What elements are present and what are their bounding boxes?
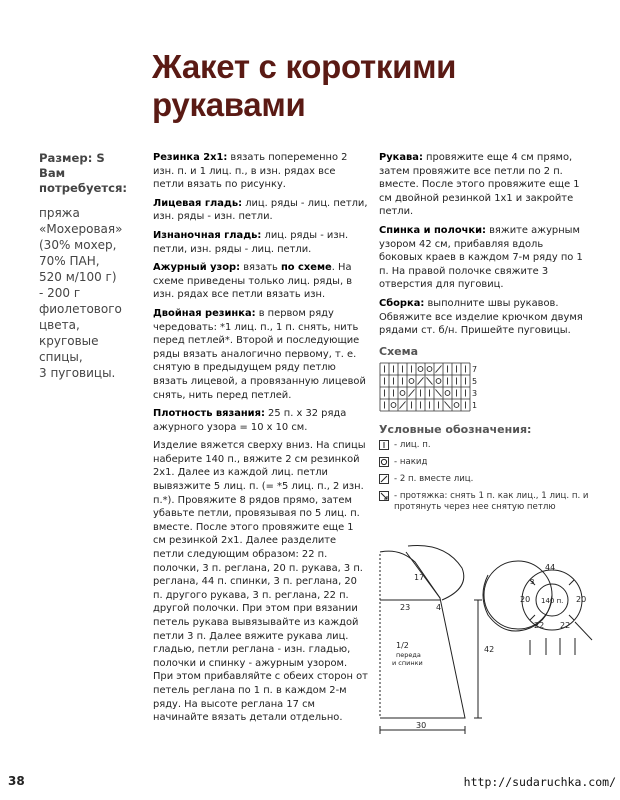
instructions-column-2	[379, 151, 587, 343]
legend-text: - протяжка: снять 1 п. как лиц., 1 лиц. п. и протянуть через нее снятую петлю	[394, 491, 589, 512]
material-line: (30% мохер,	[39, 237, 117, 252]
material-line: 3 пуговицы.	[39, 365, 116, 380]
chart-symbol	[427, 378, 433, 385]
material-line: 520 м/100 г)	[39, 269, 117, 284]
lace-paragraph	[153, 261, 368, 302]
material-line: круговые	[39, 333, 99, 348]
assembly-text: выполните швы рукавов. Обвяжите все изделие крючком двумя рядами ст. б/н. Пришейте пуговицы.	[379, 297, 583, 337]
reverse-stockinette-text: лиц. ряды - изн. петли, изн. ряды - лиц. петли.	[153, 229, 349, 255]
chart-symbol	[436, 390, 442, 397]
instructions-column-1	[153, 151, 368, 730]
legend-text: - накид	[394, 457, 428, 467]
legend-title: Условные обозначения:	[379, 423, 532, 436]
material-line: 70% ПАН,	[39, 253, 100, 268]
sleeve-circle	[484, 561, 552, 629]
lace-bold: по схеме	[280, 262, 332, 274]
legend-item	[379, 474, 599, 485]
chart-symbol	[418, 378, 424, 385]
chart-row-number: 3	[472, 389, 478, 398]
garment-schematic	[370, 540, 610, 745]
materials-list	[39, 205, 149, 381]
lace-label: Ажурный узор:	[153, 262, 241, 274]
chart-symbol	[418, 367, 423, 372]
yoke-dim-44: 44	[545, 563, 556, 572]
circle-icon	[379, 457, 389, 467]
chart-symbol	[409, 390, 415, 397]
lace-text-a: вязать	[240, 262, 281, 274]
yoke-dim-20-right: 20	[576, 595, 587, 604]
legend-item	[379, 440, 599, 451]
rib-label: Резинка 2х1:	[153, 152, 228, 163]
schema-title: Схема	[379, 345, 419, 358]
yoke-dim-20-left: 20	[520, 595, 531, 604]
double-rib-paragraph	[153, 307, 368, 402]
dim-42: 42	[484, 645, 495, 654]
chart-symbol	[436, 366, 442, 373]
chart-row-number: 5	[472, 377, 478, 386]
gauge-text: 25 п. х 32 ряда ажурного узора = 10 х 10 см.	[153, 408, 347, 433]
material-line: спицы,	[39, 349, 83, 364]
gauge-label: Плотность вязания:	[153, 408, 265, 420]
legend-item	[379, 491, 599, 513]
stockinette-label: Лицевая гладь:	[153, 197, 243, 209]
materials-sidebar	[39, 151, 149, 381]
yoke-dim-22-right: 22	[560, 621, 571, 630]
slash-icon	[379, 474, 389, 484]
gauge-paragraph	[153, 407, 368, 434]
stockinette-text: лиц. ряды - лиц. петли, изн. ряды - изн. петли.	[153, 197, 368, 223]
chart-symbol	[445, 402, 451, 409]
double-rib-text: в первом ряду чередовать: *1 лиц. п., 1 п. снять, нить перед петлей*. Второй и последующие ряды вязать аналогично первому, т. е. снятую в предыдущем ряду петлю вязать лицевой, а провязанную лицевой снять, нить перед петлей.	[153, 307, 366, 401]
dim-23: 23	[400, 603, 411, 612]
half-label-back: и спинки	[392, 659, 423, 667]
back-fronts-label: Спинка и полочки:	[379, 224, 486, 236]
material-line: цвета,	[39, 317, 80, 332]
half-label: 1/2	[396, 641, 409, 650]
yoke-dim-22-left: 22	[534, 621, 545, 630]
rib-text: вязать попеременно 2 изн. п. и 1 лиц. п., в изн. рядах все петли вязать по рисунку.	[153, 152, 348, 191]
half-label-front: переда	[396, 651, 421, 659]
title-line-1: Жакет с короткими	[152, 48, 457, 85]
size-label: Размер: S	[39, 151, 105, 165]
legend-text: - 2 п. вместе лиц.	[394, 474, 474, 484]
sleeves-text: провяжите еще 4 см прямо, затем провяжите все петли по 2 п. вместе. После этого провяжите еще 1 см двойной резинкой 1х1 и закройте петли.	[379, 152, 580, 218]
source-url: http://sudaruchka.com/	[463, 775, 616, 789]
need-label-1: Вам	[39, 166, 66, 181]
reverse-stockinette-paragraph	[153, 229, 368, 256]
chart-symbol	[445, 391, 450, 396]
legend-item	[379, 457, 599, 468]
dim-30: 30	[416, 721, 427, 730]
assembly-label: Сборка:	[379, 297, 425, 309]
material-line: пряжа	[39, 205, 80, 220]
yoke-center-label: 140 п.	[541, 597, 564, 605]
back-fronts-text: вяжите ажурным узором 42 см, прибавляя вдоль боковых краев в каждом 7-м ряду по 1 п. На правой полочке свяжите 3 отверстия для пуговиц.	[379, 224, 583, 291]
material-line: «Мохеровая»	[39, 221, 123, 236]
back-fronts-paragraph	[379, 224, 587, 292]
need-label-2: потребуется:	[39, 181, 128, 196]
sleeves-paragraph	[379, 151, 587, 219]
main-instructions: Изделие вяжется сверху вниз. На спицы наберите 140 п., вяжите 2 см резинкой 2х1. Далее из каждой лиц. петли вывязжите 5 лиц. п. (= *5 лиц. п., 2 изн. п.*). Провяжите 8 рядов прямо, затем убавьте петли, провязывая по 5 лиц. п. вместе. После этого провяжите еще 1 см резинкой 2х1. Далее разделите петли следующим образом: 22 п. полочки, 3 п. реглана, 20 п. рукава, 3 п. реглана, 44 п. спинки, 3 п. реглана, 20 п. другого рукава, 3 п. реглана, 22 п. другой полочки. При этом при вязании петель рукава вывязывайте из каждой петли 3 п. Далее вяжите рукава лиц. гладью, петли реглана - изн. гладью, полочки и спинку - ажурным узором. При этом прибавляйте с обеих сторон от петель реглана по 1 п. в каждом 2-м ряду. На высоте реглана 17 см начинайте вязать детали отдельно.	[153, 440, 368, 724]
lace-text-b: . На схеме приведены только лиц. ряды, в изн. рядах все петли вязать изн.	[153, 262, 353, 301]
chart-symbol	[454, 403, 459, 408]
assembly-paragraph	[379, 297, 587, 338]
dim-17: 17	[414, 573, 425, 582]
material-line: - 200 г	[39, 285, 81, 300]
chart-symbol	[436, 379, 441, 384]
chart-row-number: 7	[472, 365, 478, 374]
stitch-chart	[379, 362, 489, 412]
rib-paragraph	[153, 151, 368, 192]
material-line: фиолетового	[39, 301, 122, 316]
sleeves-label: Рукава:	[379, 152, 423, 163]
page-number: 38	[8, 774, 25, 788]
stockinette-paragraph	[153, 197, 368, 224]
title-line-2: рукавами	[152, 86, 306, 123]
vertical-bar-icon	[379, 440, 389, 450]
chart-symbol	[400, 391, 405, 396]
chart-symbol	[427, 367, 432, 372]
chart-symbol	[409, 379, 414, 384]
reverse-stockinette-label: Изнаночная гладь:	[153, 229, 262, 241]
double-rib-label: Двойная резинка:	[153, 307, 256, 319]
page-title	[152, 48, 572, 124]
arrow-icon	[379, 491, 389, 501]
dim-4: 4	[436, 603, 442, 612]
chart-symbol	[391, 403, 396, 408]
legend-text: - лиц. п.	[394, 440, 431, 450]
legend	[379, 440, 599, 519]
raglan-dim-3: 3	[530, 578, 535, 586]
chart-symbol	[400, 402, 406, 409]
chart-row-number: 1	[472, 401, 478, 410]
